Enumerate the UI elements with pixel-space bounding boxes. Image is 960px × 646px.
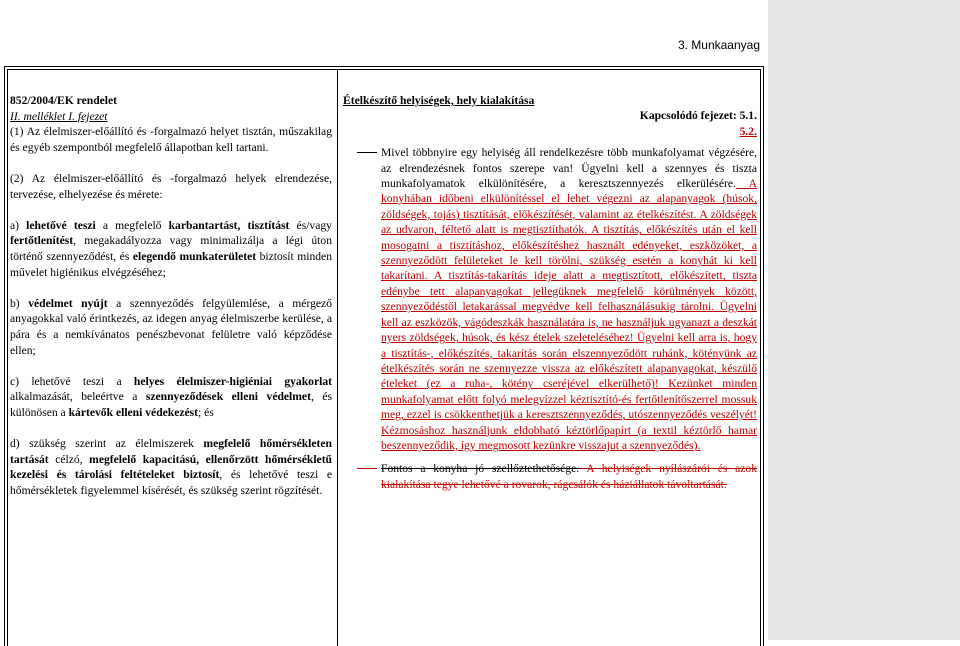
guidance-paragraph-2: [343, 461, 757, 492]
guidance-paragraph-1: Mivel többnyire egy helyiség áll rendelkezésre több munkafolyamat végzésére, az elrendezésnek fontos szerepe van! Ügyelni kell a szennyes és tiszta munkafolyamatok elkülönítésére, a keresztszennyezés elkerülésére. A konyhában időbeni elkülönítéssel el lehet végezni az alapanyagok (húsok, zöldségek, tojás) tisztítását, előkészítését, valamint az ételkészítést. A zöldségek az udvaron, féltető alatt is megtisztíthatók. A tisztítás, előkészítés után el kell mosogatni a tisztításhoz, előkészítéshez használt edényeket, eszközöket, a szennyeződött felületeket le kell törölni, szükség esetén a konyhát ki kell takarítani. A tisztítás-takarítás ideje alatt a megtisztított, előkészített, tiszta edénybe tett alapanyagokat jellegüknek megfelelő körülmények között, szennyeződéstől letakarással megvédve kell felhasználásukig tárolni. Ügyelni kell az eszközök, vágódeszkák használatára is, ne használjuk ugyanazt a deszkát nyers zöldségek, húsok, és kész ételek szeleteléséhez! Ügyelni kell arra is, hogy a tisztítás-, előkészítés, takarítás során elszennyeződött ruhánk, kötényünk az ételkészítés során ne szennyezze vissza az előkészített alapanyagokat, készülő ételeket (ez a ruha-, kötény cseréjével elkerülhető)! Kezünket minden munkafolyamat előtt folyó melegvízzel kéztisztító-és fertőtlenítőszerrel mossuk meg, ezzel is csökkenthetjük a keresztszennyeződés, utószennyeződés veszélyét! Kézmosáshoz használjunk eldobható kéztörlőpapírt (a textil kéztörlő hamar beszennyeződik, így megmosott kezünkre visszajut a szennyeződés).: [343, 145, 757, 453]
inserted-text: A konyhában időbeni elkülönítéssel el lehet végezni az alapanyagok (húsok, zöldségek, tojás) tisztítását, előkészítését, valamint az ételkészítést. A zöldségek az udvaron, féltető alatt is megtisztíthatók. A tisztítás, előkészítés után el kell mosogatni a tisztításhoz, előkészítéshez használt edényeket, eszközöket, a szennyeződött felületeket le kell törölni, szükség esetén a konyhát ki kell takarítani. A tisztítás-takarítás ideje alatt a megtisztított, előkészített, tiszta edénybe tett alapanyagokat jellegüknek megfelelő körülmények között, szennyeződéstől letakarással megvédve kell felhasználásukig tárolni. Ügyelni kell az eszközök, vágódeszkák használatára is, ne használjuk ugyanazt a deszkát nyers zöldségek, húsok, és kész ételek szeleteléséhez! Ügyelni kell arra is, hogy a tisztítás-, előkészítés, takarítás során elszennyeződött ruhánk, kötényünk az ételkészítés során ne szennyezze vissza az előkészített alapanyagokat, készülő ételeket (ez a ruha-, kötény cseréjével elkerülhető)! Kezünket minden munkafolyamat előtt folyó melegvízzel kéztisztító-és fertőtlenítőszerrel mossuk meg, ezzel is csökkenthetjük a keresztszennyeződés, utószennyeződés veszélyét! Kézmosáshoz használjunk eldobható kéztörlőpapírt (a textil kéztörlő hamar beszennyeződik, így megmosott kezünkre visszajut a szennyeződés).: [381, 177, 757, 452]
annex-reference: II. melléklet I. fejezet: [10, 109, 108, 123]
paragraph-2: (2) Az élelmiszer-előállító és -forgalmazó helyek elrendezése, tervezése, elhelyezése és mérete:: [10, 171, 332, 201]
related-chapter: Kapcsolódó fejezet: 5.1. 5.2.: [639, 109, 757, 138]
clause-d: d) szükség szerint az élelmiszerek megfelelő hőmérsékleten tartását célzó, megfelelő kapacitású, ellenőrzött hőmérsékletű kezelési és tárolási feltételeket biztosít, és lehetővé teszi e hőmérsékletek figyelemmel kísérését, és szükség szerint rögzítését.: [10, 437, 333, 497]
column-divider: [337, 69, 338, 646]
list-dash: [357, 152, 377, 153]
regulation-column: [10, 93, 332, 498]
guidance-column: [343, 93, 757, 492]
page-header: 3. Munkaanyag: [677, 38, 760, 52]
deleted-red-text: A helyiségek nyílászárói és azok kialakítása tegye lehetővé a rovarok, rágcsálók és háziállatok távoltartását.: [381, 462, 758, 491]
section-title: Ételkészítő helyiségek, hely kialakítása: [343, 94, 535, 107]
comment-margin: [768, 0, 960, 640]
clause-b: b) védelmet nyújt a szennyeződés felgyülemlése, a mérgező anyagokkal való érintkezés, az idegen anyag élelmiszerbe kerülése, a pára és a nemkívánatos penészbevonat felületre való képződése ellen;: [10, 296, 332, 357]
list-dash: [357, 468, 377, 469]
related-chapter-added: 5.2.: [739, 124, 757, 138]
clause-c: c) lehetővé teszi a helyes élelmiszer-higiéniai gyakorlat alkalmazását, beleértve a szennyeződések elleni védelmet, és különösen a kártevők elleni védekezést; és: [10, 374, 332, 419]
clause-a: a) lehetővé teszi a megfelelő karbantartást, tisztítást és/vagy fertőtlenítést, megakadályozza vagy minimalizálja a légi úton történő szennyeződést, és elegendő munkaterületet biztosít minden művelet higiénikus elvégzéséhez;: [10, 218, 332, 279]
paragraph-1: (1) Az élelmiszer-előállító és -forgalmazó helyet tisztán, műszakilag és egyéb szempontból megfelelő állapotban kell tartani.: [10, 125, 332, 154]
deleted-text: Fontos a konyha jó szellőztethetősége.: [381, 462, 580, 476]
regulation-title: 852/2004/EK rendelet: [10, 94, 118, 107]
